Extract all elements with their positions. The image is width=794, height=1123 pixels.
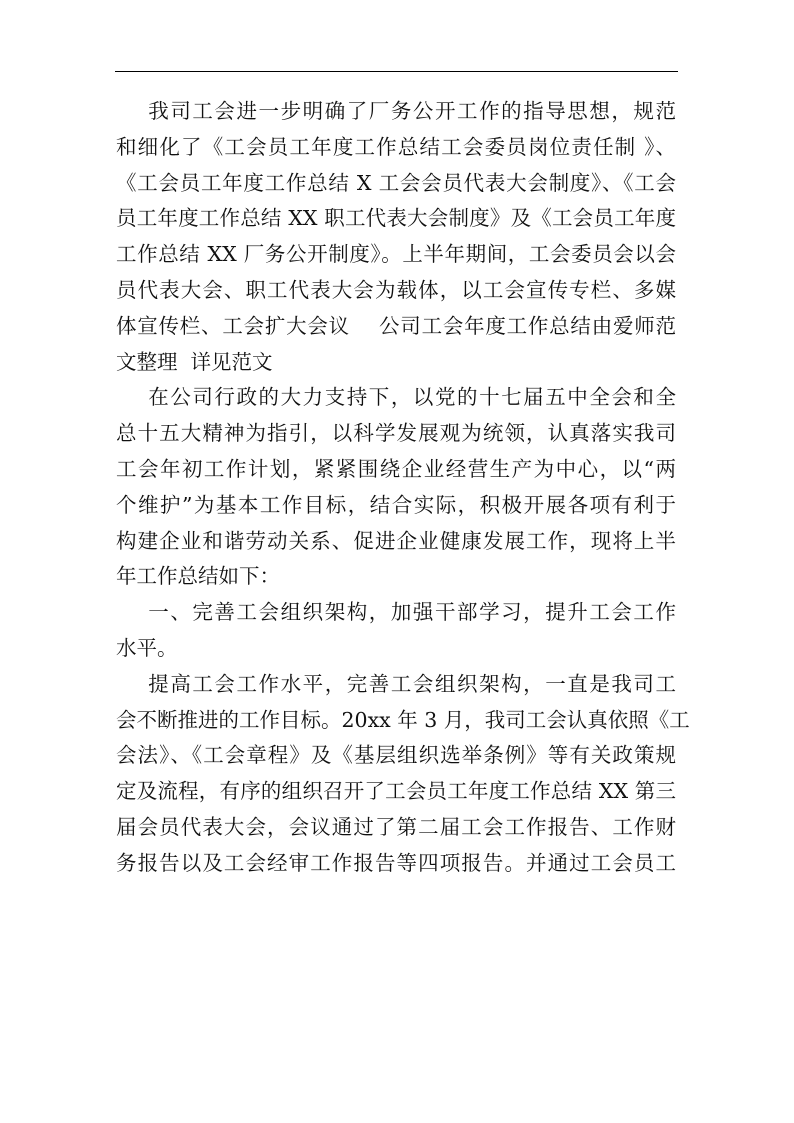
text-line: 《工会员工年度工作总结 X 工会会员代表大会制度》、《工会 bbox=[116, 170, 676, 195]
text-line: 水平。 bbox=[116, 635, 178, 660]
text-line: 会不断推进的工作目标。20xx 年 3 月，我司工会认真依照《工 bbox=[116, 707, 690, 732]
text-line: 总十五大精神为指引，以科学发展观为统领，认真落实我司 bbox=[116, 421, 676, 446]
text-line: 会法》、《工会章程》及《基层组织选举条例》等有关政策规 bbox=[116, 743, 676, 768]
text-line: 构建企业和谐劳动关系、促进企业健康发展工作，现将上半 bbox=[116, 528, 676, 553]
body-text bbox=[116, 94, 690, 882]
text-line: 我司工会进一步明确了厂务公开工作的指导思想，规范 bbox=[116, 99, 676, 123]
header-rule bbox=[115, 71, 678, 72]
text-line: 提高工会工作水平，完善工会组织架构，一直是我司工 bbox=[116, 671, 676, 696]
text-line: 年工作总结如下： bbox=[116, 564, 280, 589]
text-line: 工作总结 XX 厂务公开制度》。上半年期间，工会委员会以会 bbox=[116, 242, 676, 267]
text-line: 个维护”为基本工作目标，结合实际，积极开展各项有利于 bbox=[116, 492, 676, 517]
text-line: 体宣传栏、工会扩大会议 公司工会年度工作总结由爱师范 bbox=[116, 313, 676, 338]
text-line: 定及流程，有序的组织召开了工会员工年度工作总结 XX 第三 bbox=[116, 779, 676, 804]
text-line: 务报告以及工会经审工作报告等四项报告。并通过工会员工 bbox=[116, 850, 676, 875]
text-line: 文整理 详见范文 bbox=[116, 349, 273, 374]
text-line: 届会员代表大会，会议通过了第二届工会工作报告、工作财 bbox=[116, 814, 676, 839]
text-line: 和细化了《工会员工年度工作总结工会委员岗位责任制 》、 bbox=[116, 134, 676, 159]
text-line: 工会年初工作计划，紧紧围绕企业经营生产为中心，以“两 bbox=[116, 456, 676, 481]
text-line: 员工年度工作总结 XX 职工代表大会制度》及《工会员工年度 bbox=[116, 206, 676, 231]
text-line: 一、完善工会组织架构，加强干部学习，提升工会工作 bbox=[116, 600, 676, 625]
text-line: 在公司行政的大力支持下，以党的十七届五中全会和全 bbox=[116, 385, 676, 410]
text-line: 员代表大会、职工代表大会为载体，以工会宣传专栏、多媒 bbox=[116, 277, 676, 302]
